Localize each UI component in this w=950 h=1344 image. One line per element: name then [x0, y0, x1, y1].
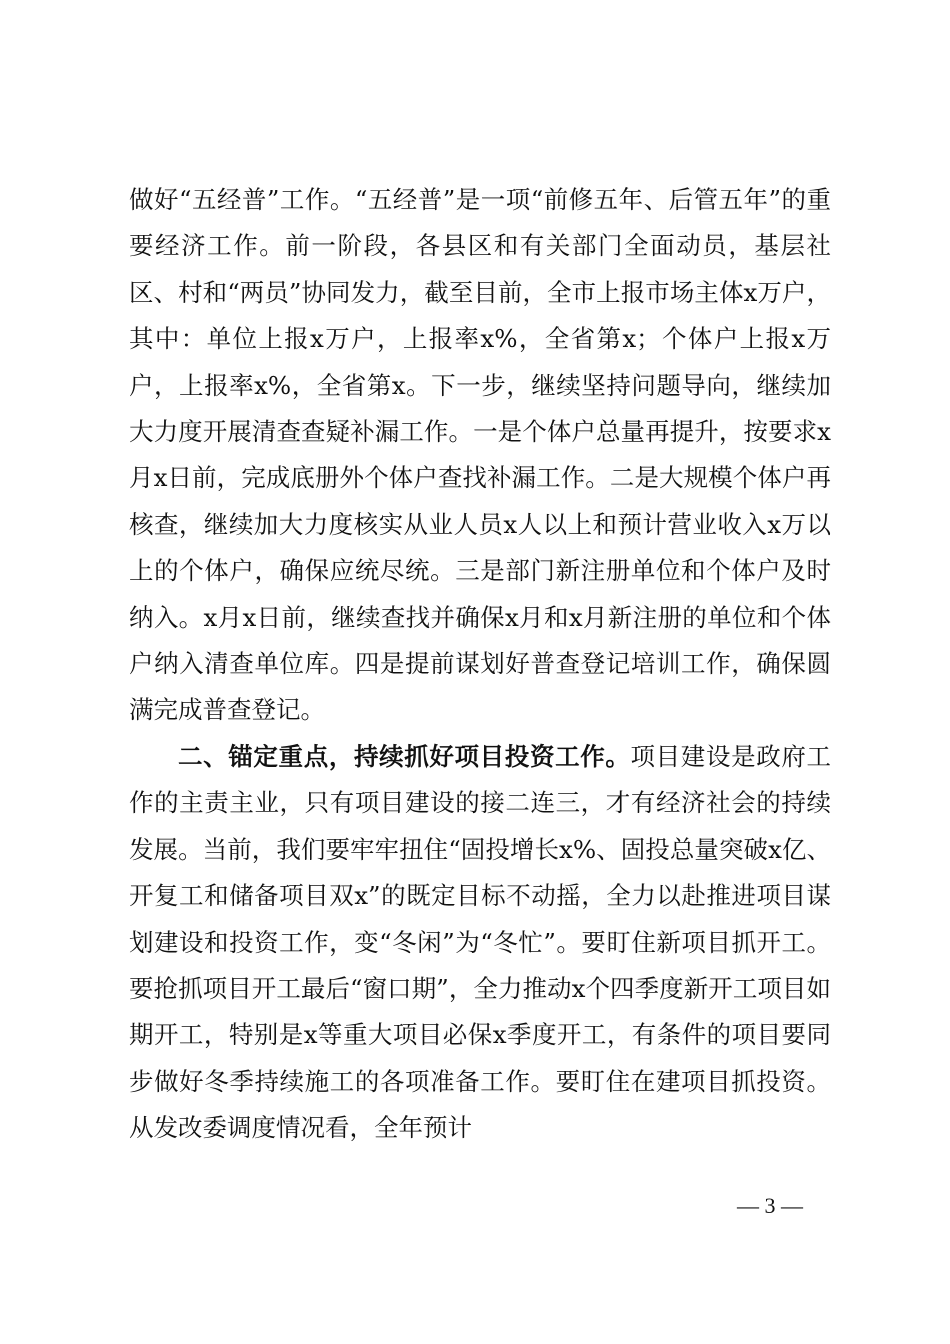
body-text [129, 177, 831, 1152]
paragraph-section-two [129, 734, 831, 1152]
section-heading: 二、锚定重点，持续抓好项目投资工作。 [178, 741, 631, 771]
section-body: 项目建设是政府工作的主责主业，只有项目建设的接二连三，才有经济社会的持续发展。当前，我们要牢牢扭住“固投增长x%、固投总量突破x亿、开复工和储备项目双x”的既定目标不动摇，全力以赴推进项目谋划建设和投资工作，变“冬闲”为“冬忙”。要盯住新项目抓开工。要抢抓项目开工最后“窗口期”，全力推动x个四季度新开工项目如期开工，特别是x等重大项目必保x季度开工，有条件的项目要同步做好冬季持续施工的各项准备工作。要盯住在建项目抓投资。从发改委调度情况看，全年预计 [129, 741, 832, 1143]
page-number: — 3 — [737, 1193, 803, 1218]
paragraph-continued: 做好“五经普”工作。“五经普”是一项“前修五年、后管五年”的重要经济工作。前一阶段，各县区和有关部门全面动员，基层社区、村和“两员”协同发力，截至目前，全市上报市场主体x万户，其中：单位上报x万户，上报率x%，全省第x；个体户上报x万户，上报率x%，全省第x。下一步，继续坚持问题导向，继续加大力度开展清查查疑补漏工作。一是个体户总量再提升，按要求x月x日前，完成底册外个体户查找补漏工作。二是大规模个体户再核查，继续加大力度核实从业人员x人以上和预计营业收入x万以上的个体户，确保应统尽统。三是部门新注册单位和个体户及时纳入。x月x日前，继续查找并确保x月和x月新注册的单位和个体户纳入清查单位库。四是提前谋划好普查登记培训工作，确保圆满完成普查登记。 [129, 185, 831, 725]
